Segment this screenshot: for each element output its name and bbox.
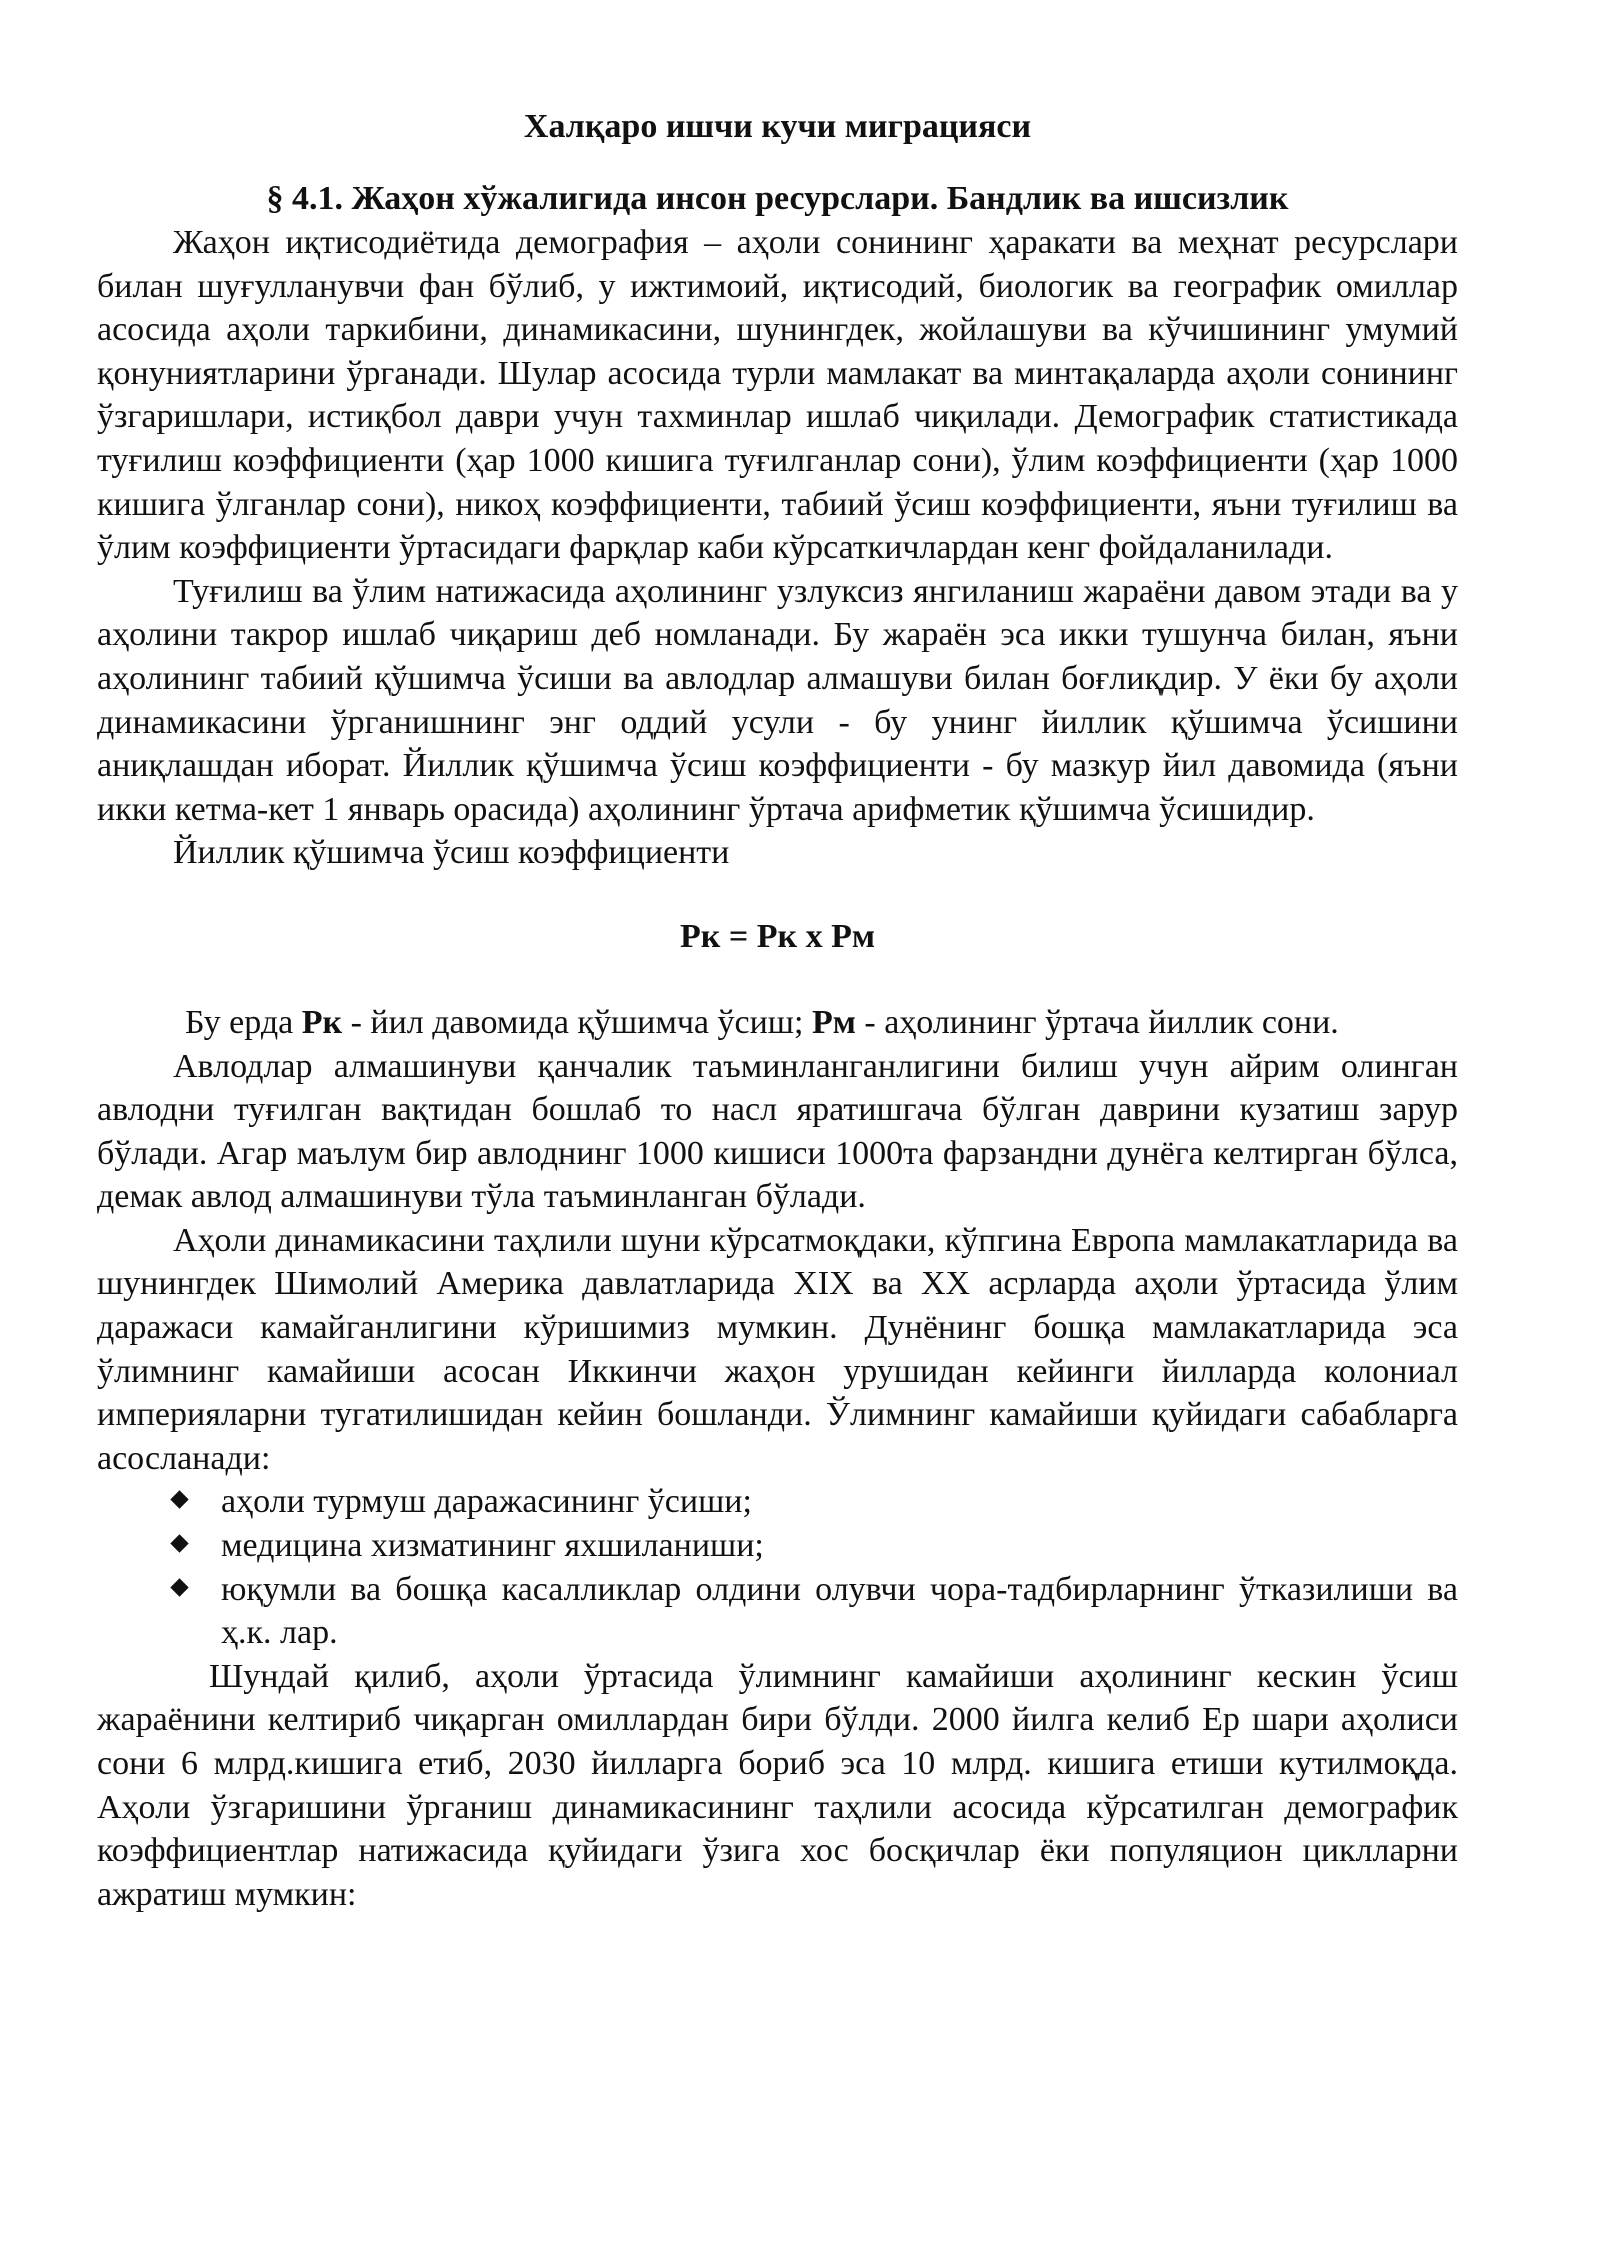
paragraph-demography: Жаҳон иқтисодиётида демография – аҳоли сонининг ҳаракати ва меҳнат ресурслари билан шуғулланувчи фан бўлиб, у ижтимоий, иқтисодий, биологик ва географик омиллар асосида аҳоли таркибини, динамикасини, шунингдек, жойлашуви ва кўчишининг умумий қонуниятларини ўрганади. Шулар асосида турли мамлакат ва минтақаларда аҳоли сонининг ўзгаришлари, истиқбол даври учун тахминлар ишлаб чиқилади. Демографик статистикада туғилиш коэффициенти (ҳар 1000 кишига туғилганлар сони), ўлим коэффициенти (ҳар 1000 кишига ўлганлар сони), никоҳ коэффициенти, табиий ўсиш коэффициенти, яъни туғилиш ва ўлим коэффициенти ўртасидаги фарқлар каби кўрсаткичлардан кенг фойдаланилади. <box>97 224 1458 567</box>
diamond-bullet-icon <box>170 1491 188 1509</box>
list-item-text: юқумли ва бошқа касалликлар олдини олувчи чора-тадбирларнинг ўтказилиши ва ҳ.к. лар. <box>221 1570 1458 1652</box>
paragraph-formula-legend <box>97 1001 1458 1045</box>
diamond-bullet-icon <box>170 1534 188 1552</box>
list-item <box>97 1568 1458 1655</box>
section-title: § 4.1. Жаҳон хўжалигида инсон ресурслари. Бандлик ва ишсизлик <box>266 180 1289 217</box>
legend-term-pk: Рк <box>301 1003 343 1041</box>
list-item <box>97 1524 1458 1568</box>
document-page <box>97 105 1458 1916</box>
list-item <box>97 1480 1458 1524</box>
paragraph-population-growth: Шундай қилиб, аҳоли ўртасида ўлимнинг камайиши аҳолининг кескин ўсиш жараёнини келтириб чиқарган омиллардан бири бўлди. 2000 йилга келиб Ер шари аҳолиси сони 6 млрд.кишига етиб, 2030 йилларга бориб эса 10 млрд. кишига етиши кутилмоқда. Аҳоли ўзгаришини ўрганиш динамикасининг таҳлили асосида кўрсатилган демографик коэффициентлар натижасида қуйидаги ўзига хос босқичлар ёки популяцион циклларни ажратиш мумкин: <box>97 1657 1458 1913</box>
formula: Рк = Рк х Рм <box>679 917 876 955</box>
legend-text-mid: - йил давомида қўшимча ўсиш; <box>342 1003 812 1041</box>
list-item-text: медицина хизматининг яхшиланиши; <box>221 1527 764 1565</box>
paragraph-mortality-analysis: Аҳоли динамикасини таҳлили шуни кўрсатмоқдаки, кўпгина Европа мамлакатларида ва шунингдек Шимолий Америка давлатларида XIX ва XX асрларда аҳоли ўртасида ўлим даражаси камайганлигини кўришимиз мумкин. Дунёнинг бошқа мамлакатларида эса ўлимнинг камайиши асосан Иккинчи жаҳон урушидан кейинги йилларда колониал империяларни тугатилишидан кейин бошланди. Ўлимнинг камайиши қуйидаги сабабларга асосланади: <box>97 1221 1458 1477</box>
legend-text-end: - аҳолининг ўртача йиллик сони. <box>855 1003 1339 1041</box>
mortality-reasons-list <box>97 1480 1458 1654</box>
document-title: Халқаро ишчи кучи миграцияси <box>523 108 1032 145</box>
legend-term-pm: Рм <box>811 1003 856 1041</box>
paragraph-generation-change: Авлодлар алмашинуви қанчалик таъминланганлигини билиш учун айрим олинган авлодни туғилган вақтидан бошлаб то насл яратишгача бўлган даврини кузатиш зарур бўлади. Агар маълум бир авлоднинг 1000 кишиси 1000та фарзандни дунёга келтирган бўлса, демак авлод алмашинуви тўла таъминланган бўлади. <box>97 1047 1458 1216</box>
diamond-bullet-icon <box>170 1578 188 1596</box>
paragraph-growth-coefficient-label: Йиллик қўшимча ўсиш коэффициенти <box>173 834 730 872</box>
list-item-text: аҳоли турмуш даражасининг ўсиши; <box>221 1483 752 1521</box>
legend-text-start: Бу ерда <box>185 1003 302 1041</box>
paragraph-reproduction: Туғилиш ва ўлим натижасида аҳолининг узлуксиз янгиланиш жараёни давом этади ва у аҳолини такрор ишлаб чиқариш деб номланади. Бу жараён эса икки тушунча билан, яъни аҳолининг табиий қўшимча ўсиши ва авлодлар алмашуви билан боғлиқдир. У ёки бу аҳоли динамикасини ўрганишнинг энг оддий усули - бу унинг йиллик қўшимча ўсишини аниқлашдан иборат. Йиллик қўшимча ўсиш коэффициенти - бу мазкур йил давомида (яъни икки кетма-кет 1 январь орасида) аҳолининг ўртача арифметик қўшимча ўсишидир. <box>97 572 1458 828</box>
